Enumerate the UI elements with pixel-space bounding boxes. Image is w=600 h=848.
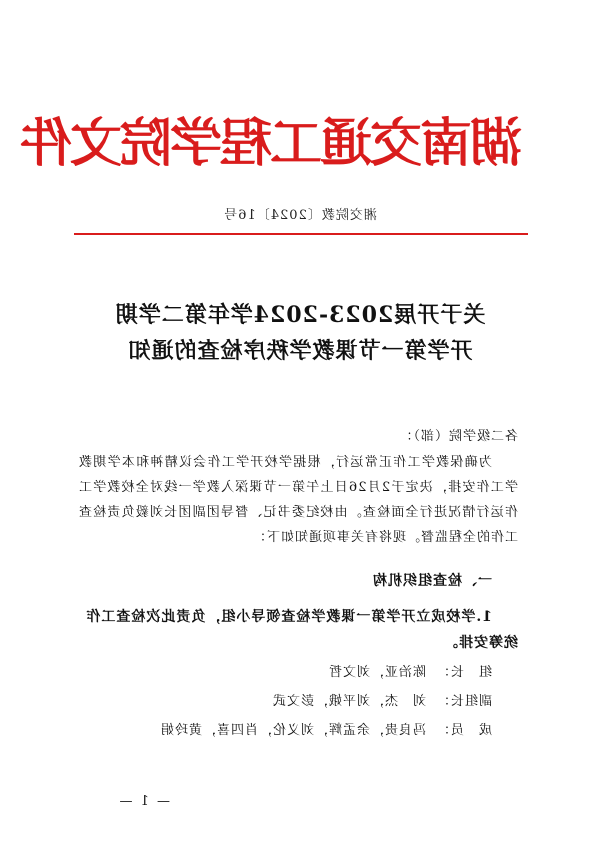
addressee: 各二级学院（部）： [398,429,518,444]
member-row-leader [328,661,492,680]
member-row-deputy [272,690,492,709]
red-divider-line [74,233,528,235]
document-number: 湘交院教〔2024〕16号 [223,208,377,223]
member-role: 成 员： [435,723,492,738]
member-names: 刘 杰，刘平娥，彭文武 [271,694,426,709]
member-role: 副组长： [435,694,492,709]
page-number: — 1 — [117,794,170,809]
notice-title-line-1: 关于开展2023-2024学年第二学期 [114,302,486,328]
masthead-title: 湖南交通工程学院文件 [21,113,522,174]
member-names: 冯良贵，余孟辉，刘义伦，肖四喜，黄玲娟 [159,723,426,738]
member-row-members [160,719,492,738]
body-paragraph: 为确保教学工作正常运行，根据学校开学工作会议精神和本学期教学工作安排，决定于2月26日上午第一节课深入教学一线对全校教学工作运行情况进行全面检查。由校纪委书记、督导团副团长刘毅负责检查工作的全程监督。现将有关事项通知如下： [78,455,518,545]
member-role: 组 长： [435,665,492,680]
notice-title-line-2: 开学第一节课教学秩序检查的通知 [127,338,473,364]
section-heading: 一、检查组织机构 [372,573,492,589]
list-item: 1.学校成立开学第一课教学检查领导小组，负责此次检查工作统筹安排。 [85,609,518,651]
member-names: 陈治亚，刘文哲 [327,665,426,680]
